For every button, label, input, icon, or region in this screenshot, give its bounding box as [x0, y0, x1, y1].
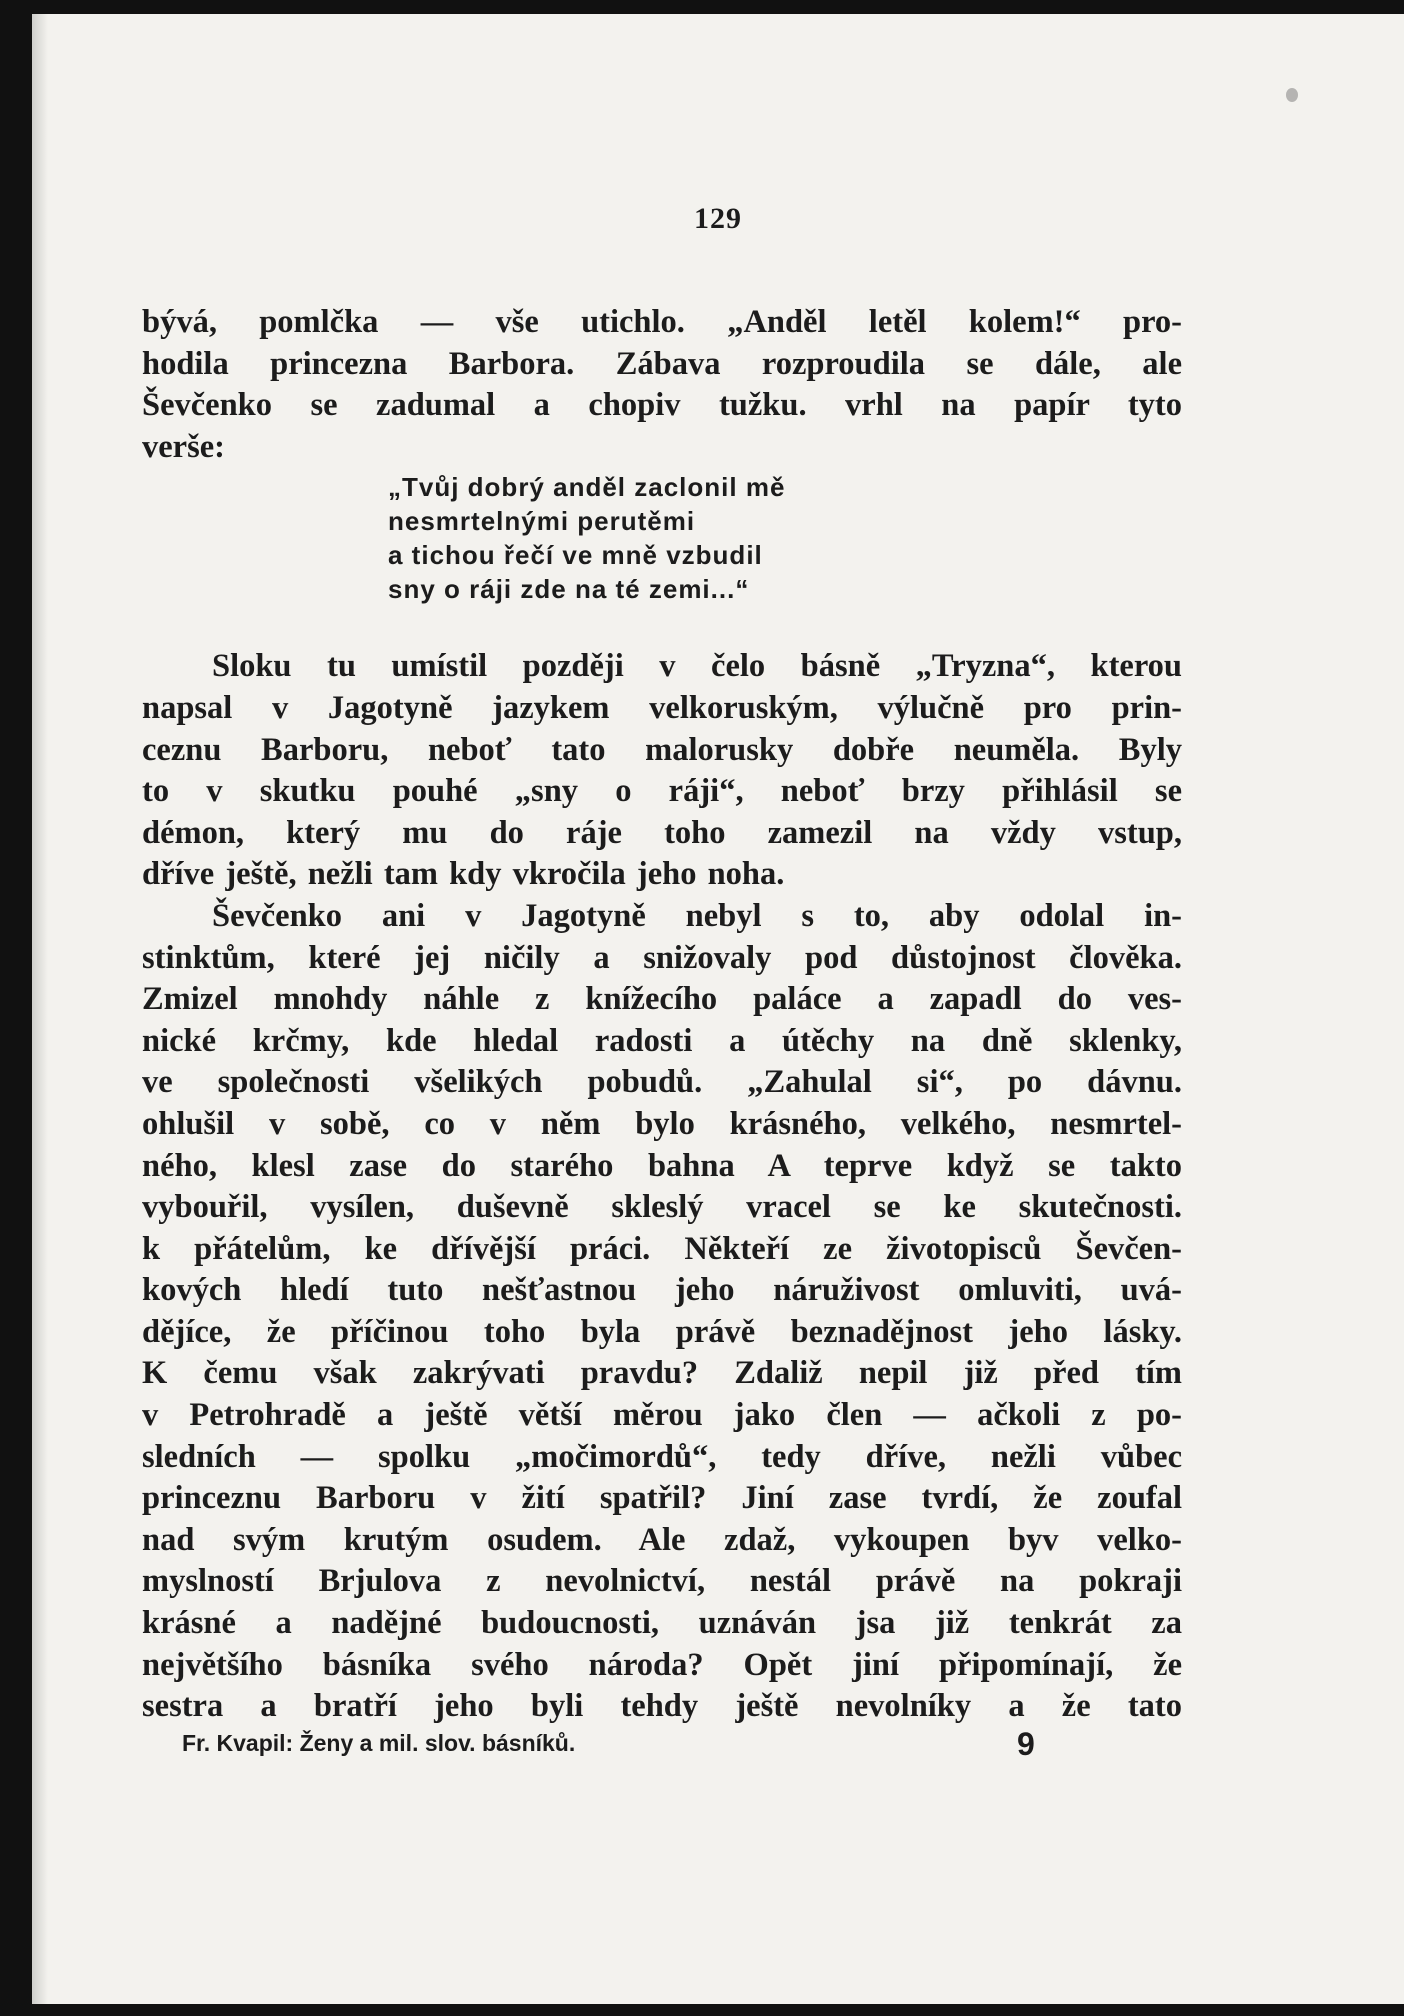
book-page [32, 14, 1404, 2004]
text-line: vybouřil, vysílen, duševně skleslý vracel se ke skutečnosti. [142, 1189, 1182, 1226]
text-line: to v skutku pouhé „sny o ráji“, neboť brzy přihlásil se [142, 773, 1182, 810]
text-line: stinktům, které jej ničily a snižovaly pod důstojnost člověka. [142, 939, 1182, 976]
text-line: nické krčmy, kde hledal radosti a útěchy na dně sklenky, [142, 1022, 1182, 1059]
text-line: ceznu Barboru, neboť tato malorusky dobře neuměla. Byly [142, 731, 1182, 768]
text-line: dříve ještě, nežli tam kdy vkročila jeho noha. [142, 856, 785, 893]
text-line: největšího básníka svého národa? Opět jiní připomínají, že [142, 1646, 1182, 1683]
text-line: kových hledí tuto nešťastnou jeho náruživost omluviti, uvá- [142, 1272, 1182, 1309]
page-edge-shadow [32, 14, 48, 2004]
paper-spot [1286, 88, 1298, 102]
text-line: Sloku tu umístil později v čelo básně „Tryzna“, kterou [212, 648, 1182, 685]
text-line: napsal v Jagotyně jazykem velkoruským, výlučně pro prin- [142, 689, 1182, 726]
verse-line: nesmrtelnými perutěmi [388, 506, 696, 537]
text-line: myslností Brjulova z nevolnictví, nestál právě na pokraji [142, 1563, 1182, 1600]
text-line: krásné a nadějné budoucnosti, uznáván jsa již tenkrát za [142, 1605, 1182, 1642]
text-line: Ševčenko se zadumal a chopiv tužku. vrhl na papír tyto [142, 387, 1182, 424]
footer-source: Fr. Kvapil: Ženy a mil. slov. básníků. [182, 1730, 576, 1756]
signature-mark: 9 [1017, 1726, 1035, 1762]
text-line: ve společnosti všelikých pobudů. „Zahulal si“, po dávnu. [142, 1064, 1182, 1101]
text-line: Ševčenko ani v Jagotyně nebyl s to, aby odolal in- [212, 897, 1182, 934]
text-line: démon, který mu do ráje toho zamezil na vždy vstup, [142, 814, 1182, 851]
text-line: K čemu však zakrývati pravdu? Zdaliž nepil již před tím [142, 1355, 1182, 1392]
paragraph-3 [142, 896, 1182, 1728]
text-line: nad svým krutým osudem. Ale zdaž, vykoupen byv velko- [142, 1521, 1182, 1558]
verse-line: a tichou řečí ve mně vzbudil [388, 540, 763, 571]
text-line: dějíce, že příčinou toho byla právě beznadějnost jeho lásky. [142, 1313, 1182, 1350]
text-line: hodila princezna Barbora. Zábava rozproudila se dále, ale [142, 345, 1182, 382]
text-line: sestra a bratří jeho byli tehdy ještě nevolníky a že tato [142, 1688, 1182, 1725]
text-line: verše: [142, 428, 225, 465]
text-line: v Petrohradě a ještě větší měrou jako člen — ačkoli z po- [142, 1397, 1182, 1434]
text-line: k přátelům, ke dřívější práci. Někteří ze životopisců Ševčen- [142, 1230, 1182, 1267]
paragraph-2 [142, 646, 1182, 896]
page-number: 129 [694, 202, 742, 235]
verse-quote [388, 470, 1182, 606]
text-line: ného, klesl zase do starého bahna A teprve když se takto [142, 1147, 1182, 1184]
text-line: ohlušil v sobě, co v něm bylo krásného, velkého, nesmrtel- [142, 1105, 1182, 1142]
verse-line: „Tvůj dobrý anděl zaclonil mě [388, 472, 786, 503]
verse-line: sny o ráji zde na té zemi...“ [388, 574, 750, 605]
text-line: bývá, pomlčka — vše utichlo. „Anděl letěl kolem!“ pro- [142, 304, 1182, 340]
body-text [142, 302, 1182, 1728]
text-line: sledních — spolku „močimordů“, tedy dříve, nežli vůbec [142, 1438, 1182, 1475]
paragraph-1 [142, 302, 1182, 468]
text-line: princeznu Barboru v žití spatřil? Jiní zase tvrdí, že zoufal [142, 1480, 1182, 1517]
text-line: Zmizel mnohdy náhle z knížecího paláce a zapadl do ves- [142, 981, 1182, 1018]
